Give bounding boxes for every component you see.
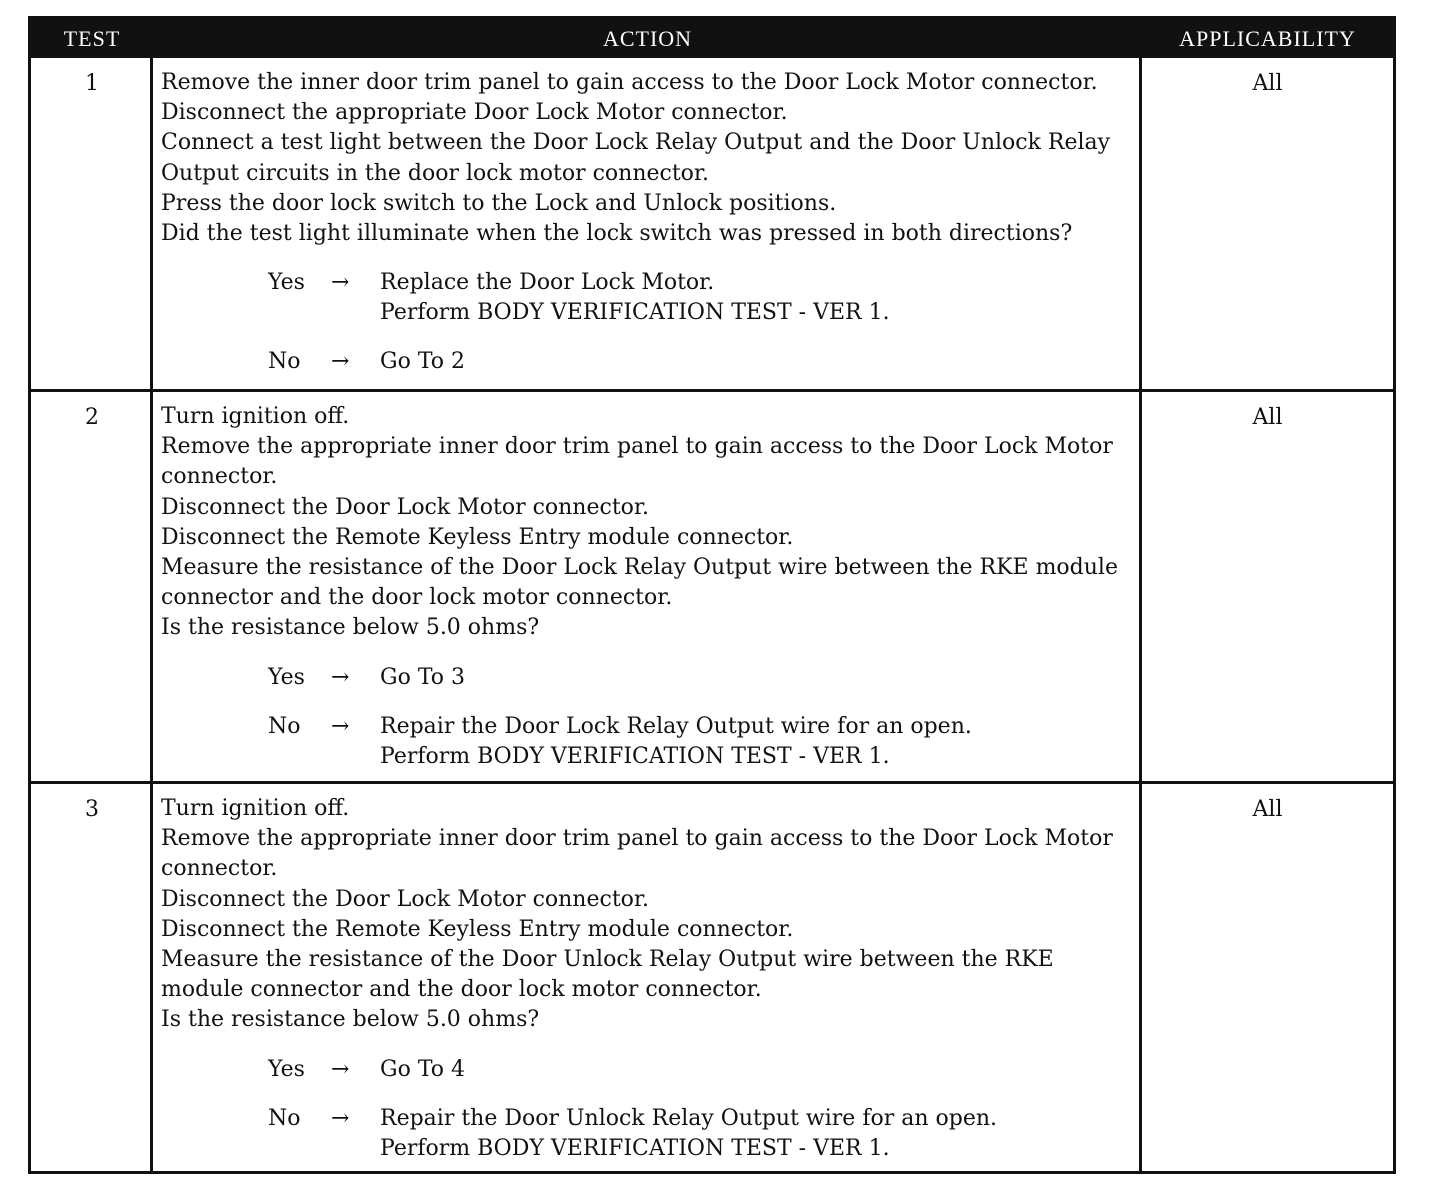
action-line: Measure the resistance of the Door Unlock Relay Output wire between the RKE [161, 947, 1054, 973]
yes-result: Perform BODY VERIFICATION TEST - VER 1. [380, 300, 890, 326]
action-line: Turn ignition off. [161, 796, 350, 821]
arrow-icon: → [331, 270, 350, 296]
action-line: Disconnect the Remote Keyless Entry module connector. [161, 916, 794, 942]
table-row [31, 392, 1393, 781]
no-result: Go To 2 [380, 349, 466, 375]
yes-result: Go To 3 [380, 664, 466, 690]
action-line: Connect a test light between the Door Lock Relay Output and the Door Unlock Relay [161, 130, 1111, 156]
no-outcome [161, 1104, 1136, 1134]
action-cell [161, 402, 1136, 772]
arrow-icon: → [331, 1056, 350, 1082]
action-line: Is the resistance below 5.0 ohms? [161, 1007, 540, 1033]
table-header [31, 19, 1393, 58]
no-outcome-continued [161, 742, 1136, 772]
no-outcome [161, 347, 1136, 377]
test-number: 1 [85, 71, 99, 96]
yes-label: Yes [268, 270, 305, 296]
yes-result: Replace the Door Lock Motor. [380, 270, 715, 296]
yes-outcome [161, 663, 1136, 693]
arrow-icon: → [331, 664, 350, 690]
arrow-icon: → [331, 1105, 350, 1131]
applicability-cell: All [1252, 797, 1283, 822]
no-label: No [268, 1105, 301, 1131]
action-line: Disconnect the Remote Keyless Entry module connector. [161, 524, 794, 550]
no-label: No [268, 713, 301, 739]
no-outcome [161, 712, 1136, 742]
no-label: No [268, 349, 301, 375]
no-outcome-continued [161, 1134, 1136, 1164]
action-line: connector and the door lock motor connector. [161, 585, 673, 611]
action-line: Measure the resistance of the Door Lock Relay Output wire between the RKE module [161, 555, 1118, 581]
test-number: 3 [85, 797, 99, 822]
action-line: connector. [161, 464, 278, 490]
action-cell [161, 68, 1136, 377]
action-line: Remove the appropriate inner door trim panel to gain access to the Door Lock Motor [161, 434, 1113, 460]
diagnostic-table [28, 16, 1396, 1174]
no-result: Perform BODY VERIFICATION TEST - VER 1. [380, 743, 890, 769]
action-line: connector. [161, 856, 278, 882]
action-line: Did the test light illuminate when the lock switch was pressed in both directions? [161, 221, 1073, 247]
yes-label: Yes [268, 1056, 305, 1082]
arrow-icon: → [331, 349, 350, 375]
no-result: Repair the Door Lock Relay Output wire for an open. [380, 713, 972, 739]
action-line: Is the resistance below 5.0 ohms? [161, 615, 540, 641]
action-line: Disconnect the appropriate Door Lock Motor connector. [161, 100, 788, 126]
test-number: 2 [85, 405, 99, 430]
header-applicability: APPLICABILITY [1179, 26, 1356, 51]
applicability-cell: All [1252, 405, 1283, 430]
yes-label: Yes [268, 664, 305, 690]
action-line: module connector and the door lock motor connector. [161, 977, 762, 1003]
yes-outcome [161, 268, 1136, 298]
action-line: Remove the appropriate inner door trim panel to gain access to the Door Lock Motor [161, 826, 1113, 852]
action-line: Turn ignition off. [161, 404, 350, 429]
action-line: Press the door lock switch to the Lock and Unlock positions. [161, 190, 837, 216]
yes-outcome [161, 1055, 1136, 1085]
table-row [31, 58, 1393, 389]
arrow-icon: → [331, 713, 350, 739]
table-row [31, 784, 1393, 1171]
action-line: Disconnect the Door Lock Motor connector. [161, 886, 649, 912]
yes-result: Go To 4 [380, 1056, 466, 1082]
applicability-cell: All [1252, 71, 1283, 96]
action-line: Disconnect the Door Lock Motor connector. [161, 494, 649, 520]
header-test: TEST [63, 26, 121, 51]
header-action: ACTION [602, 26, 693, 51]
yes-outcome-continued [161, 298, 1136, 328]
action-line: Remove the inner door trim panel to gain access to the Door Lock Motor connector. [161, 70, 1098, 95]
action-cell [161, 794, 1136, 1164]
action-line: Output circuits in the door lock motor connector. [161, 160, 710, 186]
no-result: Perform BODY VERIFICATION TEST - VER 1. [380, 1135, 890, 1161]
no-result: Repair the Door Unlock Relay Output wire for an open. [380, 1105, 997, 1131]
